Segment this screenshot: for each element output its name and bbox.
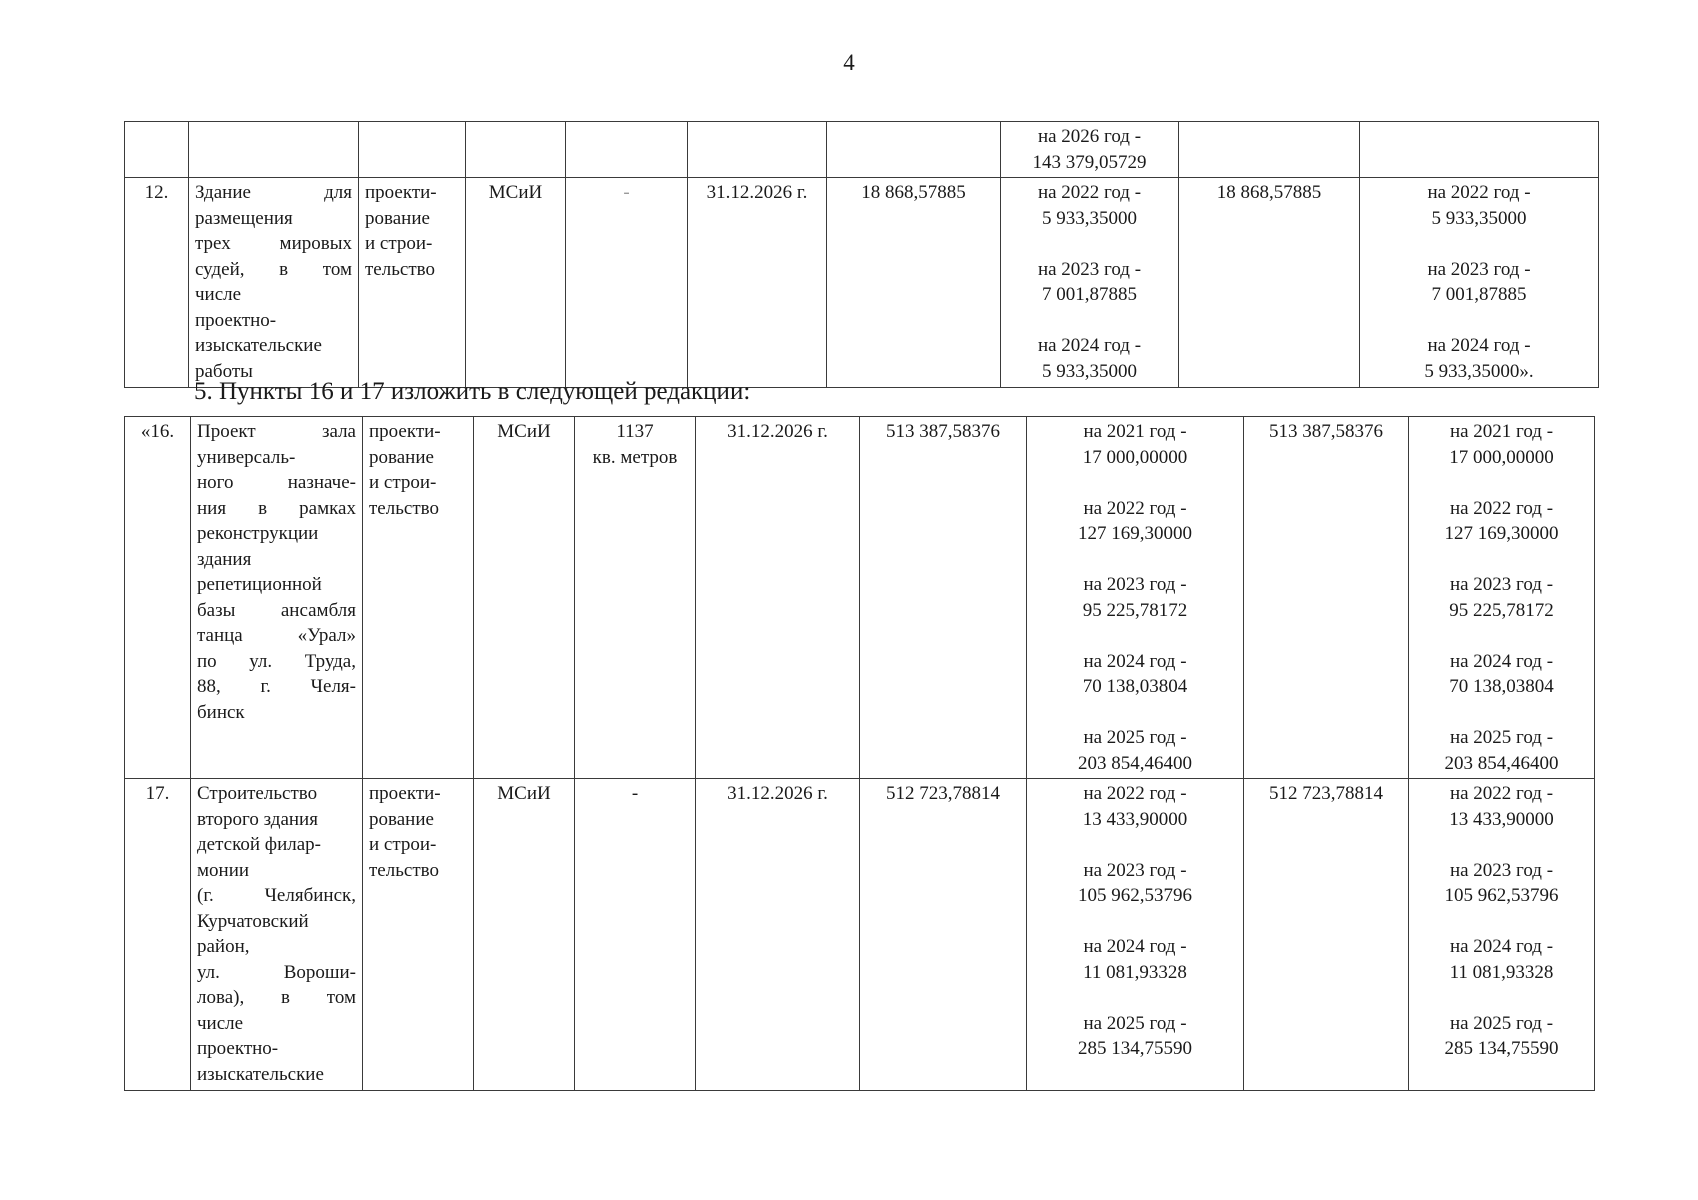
work-type xyxy=(359,178,466,388)
work-type xyxy=(363,779,474,1091)
name-line: (г. Челябинск, xyxy=(197,885,356,906)
budget-year: на 2022 год - xyxy=(1449,497,1554,519)
name-line: изыскательские xyxy=(195,335,322,356)
row-number: 12. xyxy=(125,178,189,388)
type-line: и строи- xyxy=(365,233,433,254)
budget-amount: 5 933,35000». xyxy=(1424,360,1534,382)
name-line: лова), в том xyxy=(197,987,356,1008)
table-row-17 xyxy=(125,779,1595,1091)
funding-year: на 2025 год - xyxy=(1083,1012,1187,1034)
funding-amount: 5 933,35000 xyxy=(1042,360,1137,382)
funding-amount: 11 081,93328 xyxy=(1083,961,1187,983)
budget-total: 18 868,57885 xyxy=(1179,178,1360,388)
name-line: второго здания xyxy=(197,808,318,830)
funding-year: на 2022 год - xyxy=(1037,182,1142,203)
name-line: детской филар- xyxy=(197,834,321,855)
estimated-cost: 18 868,57885 xyxy=(827,178,1001,388)
customer: МСиИ xyxy=(474,417,575,779)
funding-amount: 70 138,03804 xyxy=(1082,676,1188,697)
funding-amount: 7 001,87885 xyxy=(1042,284,1137,305)
type-line: и строи- xyxy=(369,472,437,493)
funding-amount: 127 169,30000 xyxy=(1078,523,1192,544)
object-name xyxy=(189,178,359,388)
budget-amount: 127 169,30000 xyxy=(1444,523,1559,544)
funding-year: на 2024 год - xyxy=(1083,936,1187,957)
estimated-cost: 513 387,58376 xyxy=(860,417,1027,779)
name-line: по ул. Труда, xyxy=(197,650,356,672)
funding-year: на 2021 год - xyxy=(1083,421,1187,442)
funding-year: на 2023 год - xyxy=(1083,574,1187,595)
budget-year: на 2024 год - xyxy=(1449,650,1554,672)
name-line: Строительство xyxy=(197,783,318,804)
funding-amount: 5 933,35000 xyxy=(1042,207,1137,229)
table-row-16 xyxy=(125,417,1595,779)
budget-year: на 2023 год - xyxy=(1449,859,1554,881)
budget-amount: 95 225,78172 xyxy=(1449,599,1554,621)
budget-cell xyxy=(1409,417,1595,779)
name-line: бинск xyxy=(197,701,245,723)
name-line: монии xyxy=(197,859,250,881)
page-number: 4 xyxy=(843,50,855,75)
capacity xyxy=(575,417,696,779)
deadline: 31.12.2026 г. xyxy=(696,417,860,779)
funding-year: на 2026 год - xyxy=(1037,126,1142,147)
section-heading: 5. Пункты 16 и 17 изложить в следующей редакции: xyxy=(194,378,751,405)
name-line: проектно- xyxy=(195,309,277,331)
name-line: проектно- xyxy=(197,1038,279,1059)
funding-year: на 2023 год - xyxy=(1083,859,1187,881)
name-line: универсаль- xyxy=(197,446,296,468)
budget-cell xyxy=(1360,178,1599,388)
table-row-12 xyxy=(125,178,1599,388)
funding-cell xyxy=(1001,122,1179,178)
funding-amount: 95 225,78172 xyxy=(1082,599,1188,621)
type-line: рование xyxy=(365,207,430,229)
type-line: и строи- xyxy=(369,834,437,855)
type-line: проекти- xyxy=(365,182,437,203)
type-line: тельство xyxy=(369,497,439,519)
funding-year: на 2024 год - xyxy=(1037,335,1142,356)
estimated-cost: 512 723,78814 xyxy=(860,779,1027,1091)
budget-amount: 70 138,03804 xyxy=(1449,676,1554,697)
object-name xyxy=(191,779,363,1091)
name-line: Проект зала xyxy=(197,421,356,442)
name-line: работы xyxy=(195,360,253,382)
deadline: 31.12.2026 г. xyxy=(688,178,827,388)
funding-year: на 2022 год - xyxy=(1083,497,1187,519)
objects-table-part2 xyxy=(124,416,1595,1091)
funding-year: на 2023 год - xyxy=(1037,258,1142,280)
budget-total: 512 723,78814 xyxy=(1244,779,1409,1091)
type-line: проекти- xyxy=(369,421,441,442)
funding-amount: 203 854,46400 xyxy=(1078,752,1192,774)
name-line: судей, в том xyxy=(195,258,352,280)
type-line: проекти- xyxy=(369,783,441,804)
capacity-value: 1137 xyxy=(616,421,654,442)
name-line: репетиционной xyxy=(197,574,322,595)
budget-year: на 2024 год - xyxy=(1449,936,1554,957)
objects-table-part1 xyxy=(124,121,1599,388)
funding-cell xyxy=(1027,779,1244,1091)
capacity-unit: кв. метров xyxy=(592,446,678,468)
budget-year: на 2025 год - xyxy=(1449,1012,1554,1034)
budget-amount: 203 854,46400 xyxy=(1444,752,1559,774)
funding-cell xyxy=(1027,417,1244,779)
name-line: числе xyxy=(197,1012,244,1034)
funding-amount: 143 379,05729 xyxy=(1032,151,1147,173)
funding-amount: 105 962,53796 xyxy=(1078,885,1192,906)
budget-amount: 7 001,87885 xyxy=(1431,284,1527,305)
name-line: базы ансамбля xyxy=(197,599,356,621)
deadline: 31.12.2026 г. xyxy=(696,779,860,1091)
name-line: ул. Вороши- xyxy=(197,961,356,983)
budget-year: на 2022 год - xyxy=(1427,182,1531,203)
funding-amount: 285 134,75590 xyxy=(1078,1038,1192,1059)
name-line: танца «Урал» xyxy=(197,625,356,646)
name-line: ния в рамках xyxy=(197,497,356,519)
budget-year: на 2022 год - xyxy=(1449,783,1554,804)
funding-amount: 17 000,00000 xyxy=(1082,446,1188,468)
budget-year: на 2023 год - xyxy=(1449,574,1554,595)
type-line: тельство xyxy=(365,258,435,280)
type-line: рование xyxy=(369,808,434,830)
budget-amount: 285 134,75590 xyxy=(1444,1038,1559,1059)
type-line: рование xyxy=(369,446,434,468)
capacity: - xyxy=(575,779,696,1091)
name-line: изыскательские xyxy=(197,1063,324,1085)
funding-year: на 2024 год - xyxy=(1083,650,1187,672)
name-line: реконструкции xyxy=(197,523,319,544)
capacity: - xyxy=(566,178,688,388)
name-line: Здание для xyxy=(195,182,352,203)
budget-year: на 2024 год - xyxy=(1427,335,1531,356)
budget-amount: 13 433,90000 xyxy=(1449,808,1554,830)
row-number: 17. xyxy=(125,779,191,1091)
object-name xyxy=(191,417,363,779)
budget-total: 513 387,58376 xyxy=(1244,417,1409,779)
name-line: Курчатовский xyxy=(197,910,309,932)
customer: МСиИ xyxy=(474,779,575,1091)
budget-amount: 11 081,93328 xyxy=(1449,961,1554,983)
name-line: район, xyxy=(197,936,250,957)
budget-amount: 105 962,53796 xyxy=(1444,885,1559,906)
name-line: ного назначе- xyxy=(197,472,356,493)
budget-cell xyxy=(1409,779,1595,1091)
name-line: числе xyxy=(195,284,242,305)
type-line: тельство xyxy=(369,859,439,881)
funding-amount: 13 433,90000 xyxy=(1082,808,1188,830)
budget-year: на 2023 год - xyxy=(1427,258,1531,280)
row-number: «16. xyxy=(125,417,191,779)
name-line: трех мировых xyxy=(195,233,352,254)
continuation-row xyxy=(125,122,1599,178)
customer: МСиИ xyxy=(466,178,566,388)
funding-year: на 2025 год - xyxy=(1083,727,1187,748)
work-type xyxy=(363,417,474,779)
budget-amount: 5 933,35000 xyxy=(1431,207,1527,229)
budget-year: на 2021 год - xyxy=(1449,421,1554,442)
budget-year: на 2025 год - xyxy=(1449,727,1554,748)
funding-year: на 2022 год - xyxy=(1083,783,1187,804)
name-line: размещения xyxy=(195,207,293,229)
name-line: здания xyxy=(197,548,252,570)
funding-cell xyxy=(1001,178,1179,388)
budget-amount: 17 000,00000 xyxy=(1449,446,1554,468)
name-line: 88, г. Челя- xyxy=(197,676,356,697)
